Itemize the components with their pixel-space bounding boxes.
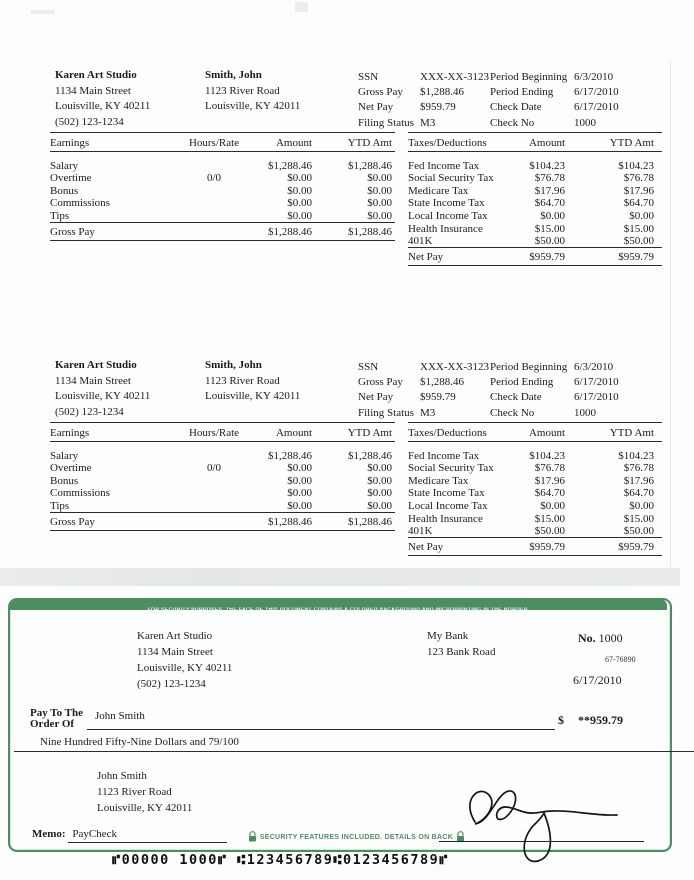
amount-dollar-sign: $ — [558, 713, 564, 727]
earnings-cell: $0.00 — [367, 487, 392, 500]
earnings-cell: Overtime — [50, 462, 92, 475]
payee-block-street: 1123 River Road — [97, 786, 172, 798]
spacer-row — [50, 442, 395, 450]
spacer-row — [50, 152, 395, 160]
net-pay-label: Net Pay — [408, 538, 523, 556]
earnings-cell: $0.00 — [367, 197, 392, 210]
deduction-cell: $50.00 — [623, 525, 654, 538]
payer-street: 1134 Main Street — [137, 646, 213, 658]
period-row — [490, 85, 619, 100]
deduction-cell: $15.00 — [534, 512, 565, 525]
net-pay-ytd: $959.79 — [568, 248, 662, 266]
deduction-cell: Local Income Tax — [408, 499, 488, 512]
pay-summary-block — [358, 360, 489, 421]
deductions-row — [408, 525, 662, 538]
summary-value: $959.79 — [420, 101, 456, 114]
summary-value: XXX-XX-3123 — [420, 361, 490, 373]
deductions-row — [408, 487, 662, 500]
deduction-cell: Local Income Tax — [408, 209, 488, 222]
summary-row — [358, 70, 489, 85]
earnings-header: Hours/Rate — [180, 423, 248, 442]
period-label: Check Date — [490, 391, 542, 404]
gross-pay-label: Gross Pay — [50, 512, 180, 530]
earnings-cell — [180, 474, 248, 487]
earnings-header-row — [50, 133, 395, 152]
summary-label: Filing Status — [358, 116, 414, 129]
gross-pay-amount: $1,288.46 — [248, 222, 315, 240]
deductions-row — [408, 197, 662, 210]
security-note-row — [248, 828, 465, 846]
deductions-header: Amount — [523, 423, 568, 442]
earnings-cell — [180, 159, 248, 172]
earnings-cell: 0/0 — [206, 462, 222, 475]
payee-block-city: Louisville, KY 42011 — [97, 802, 193, 814]
earnings-row — [50, 197, 395, 210]
deduction-cell: $0.00 — [629, 209, 654, 222]
deductions-table — [408, 132, 662, 266]
earnings-row — [50, 209, 395, 222]
bank-name: My Bank — [427, 630, 469, 642]
period-label: Check Date — [490, 101, 542, 114]
earnings-cell: Salary — [50, 449, 79, 462]
period-value: 6/17/2010 — [574, 391, 619, 404]
deduction-cell: $64.70 — [534, 197, 565, 210]
summary-value: $1,288.46 — [420, 376, 464, 389]
summary-label: Gross Pay — [358, 376, 403, 389]
payee-block-name: John Smith — [97, 770, 147, 782]
period-row — [490, 70, 619, 85]
period-value: 1000 — [574, 406, 596, 419]
earnings-cell: Overtime — [50, 172, 92, 185]
earnings-cell: Tips — [50, 209, 70, 222]
payee-name: John Smith — [95, 710, 145, 722]
deduction-cell: Health Insurance — [408, 512, 483, 525]
earnings-cell: $1,288.46 — [348, 449, 392, 462]
earnings-cell: Bonus — [50, 474, 79, 487]
summary-row — [358, 85, 489, 100]
earnings-header: Earnings — [50, 133, 180, 152]
earnings-cell — [180, 449, 248, 462]
period-value: 6/3/2010 — [574, 71, 614, 83]
deduction-cell: State Income Tax — [408, 487, 485, 500]
earnings-cell — [180, 209, 248, 222]
deduction-cell: Fed Income Tax — [408, 449, 480, 462]
bank-address: 123 Bank Road — [427, 646, 496, 658]
summary-value: $959.79 — [420, 391, 456, 404]
memo-value: PayCheck — [68, 826, 227, 843]
deduction-cell: Medicare Tax — [408, 184, 469, 197]
net-pay-ytd: $959.79 — [568, 538, 662, 556]
deduction-cell: $64.70 — [623, 197, 654, 210]
earnings-cell: $0.00 — [367, 172, 392, 185]
earnings-cell: $0.00 — [287, 462, 312, 475]
deductions-row — [408, 449, 662, 462]
earnings-cell: $1,288.46 — [268, 159, 312, 172]
employee-name: Smith, John — [205, 359, 262, 371]
summary-label: SSN — [358, 361, 379, 373]
deductions-header: Taxes/Deductions — [408, 423, 523, 442]
deductions-row — [408, 512, 662, 525]
summary-label: Net Pay — [358, 101, 394, 114]
period-label: Period Beginning — [490, 361, 568, 373]
bank-fraction-code: 67-76890 — [605, 655, 636, 664]
period-value: 6/17/2010 — [574, 86, 619, 99]
check-payer-block — [137, 628, 232, 692]
deductions-row — [408, 184, 662, 197]
deduction-cell: $76.78 — [623, 172, 654, 185]
pay-period-block — [490, 70, 619, 131]
memo-row — [32, 826, 227, 843]
summary-value: XXX-XX-3123 — [420, 71, 490, 83]
deduction-cell: $104.23 — [618, 159, 654, 172]
payer-phone: (502) 123-1234 — [137, 678, 206, 690]
deduction-cell: $104.23 — [529, 449, 565, 462]
amount-in-words-line — [14, 736, 694, 752]
period-value: 6/3/2010 — [574, 361, 614, 373]
net-pay-amount: $959.79 — [523, 538, 568, 556]
earnings-cell: Commissions — [50, 487, 110, 500]
earnings-cell: $1,288.46 — [268, 449, 312, 462]
earnings-header: Earnings — [50, 423, 180, 442]
earnings-cell: $0.00 — [287, 197, 312, 210]
earnings-row — [50, 184, 395, 197]
deductions-header: YTD Amt — [568, 133, 662, 152]
gross-pay-label: Gross Pay — [50, 222, 180, 240]
summary-row — [358, 406, 489, 421]
earnings-cell: Tips — [50, 499, 70, 512]
deduction-cell: $64.70 — [623, 487, 654, 500]
payee-name-line — [87, 710, 555, 730]
earnings-row — [50, 449, 395, 462]
employee-street: 1123 River Road — [205, 374, 280, 387]
earnings-cell: $0.00 — [367, 209, 392, 222]
deductions-row — [408, 159, 662, 172]
deductions-row — [408, 222, 662, 235]
employee-city: Louisville, KY 42011 — [205, 390, 301, 403]
payer-city: Louisville, KY 40211 — [137, 662, 233, 674]
deduction-cell: $76.78 — [534, 172, 565, 185]
spacer-row — [408, 152, 662, 160]
deduction-cell: $50.00 — [534, 235, 565, 248]
deduction-cell: $76.78 — [623, 462, 654, 475]
earnings-table — [50, 422, 395, 531]
deduction-cell: $15.00 — [534, 222, 565, 235]
deductions-table — [408, 422, 662, 556]
deductions-header: Taxes/Deductions — [408, 133, 523, 152]
deduction-cell: State Income Tax — [408, 197, 485, 210]
earnings-header-row — [50, 423, 395, 442]
pay-stub-copy-2 — [0, 350, 680, 570]
padlock-icon — [248, 831, 257, 842]
employer-street: 1134 Main Street — [55, 84, 131, 97]
period-value: 1000 — [574, 116, 596, 129]
summary-row — [358, 116, 489, 131]
net-pay-row — [408, 538, 662, 556]
earnings-cell: Commissions — [50, 197, 110, 210]
summary-row — [358, 360, 489, 375]
deductions-header-row — [408, 423, 662, 442]
earnings-cell: Salary — [50, 159, 79, 172]
earnings-cell — [180, 197, 248, 210]
micr-line: ⑈00000 1000⑈ ⑆123456789⑆0123456789⑈ — [112, 852, 449, 868]
check-number-label: No. — [578, 631, 596, 645]
earnings-row — [50, 487, 395, 500]
earnings-row — [50, 172, 395, 185]
deductions-row — [408, 499, 662, 512]
period-label: Period Ending — [490, 376, 554, 389]
earnings-cell: $1,288.46 — [348, 159, 392, 172]
deduction-cell: $0.00 — [540, 209, 565, 222]
net-pay-amount: $959.79 — [523, 248, 568, 266]
employer-address-block — [55, 68, 150, 130]
payee-address-block — [97, 768, 192, 816]
period-row — [490, 375, 619, 390]
pay-stub-copy-1 — [0, 60, 680, 280]
earnings-cell: $0.00 — [367, 462, 392, 475]
page-separator-shadow — [0, 568, 680, 586]
deduction-cell: $17.96 — [623, 184, 654, 197]
period-row — [490, 406, 619, 421]
pay-summary-block — [358, 70, 489, 131]
deduction-cell: $76.78 — [534, 462, 565, 475]
deductions-header: Amount — [523, 133, 568, 152]
summary-value: M3 — [420, 406, 436, 419]
earnings-header: Hours/Rate — [180, 133, 248, 152]
pay-period-block — [490, 360, 619, 421]
deduction-cell: Medicare Tax — [408, 474, 469, 487]
bank-block — [427, 628, 495, 660]
summary-row — [358, 100, 489, 115]
summary-label: Gross Pay — [358, 86, 403, 99]
summary-label: Net Pay — [358, 391, 394, 404]
memo-label: Memo: — [32, 828, 66, 840]
check-date: 6/17/2010 — [573, 673, 622, 687]
period-value: 6/17/2010 — [574, 101, 619, 114]
payer-name: Karen Art Studio — [137, 630, 213, 642]
earnings-cell: $0.00 — [367, 499, 392, 512]
deductions-row — [408, 172, 662, 185]
scan-artifact — [31, 10, 55, 14]
summary-label: SSN — [358, 71, 379, 83]
gross-pay-amount: $1,288.46 — [248, 512, 315, 530]
deduction-cell: $15.00 — [623, 222, 654, 235]
pay-to-label: Pay To The Order Of — [30, 707, 83, 730]
deduction-cell: $0.00 — [540, 499, 565, 512]
deductions-row — [408, 474, 662, 487]
check-number — [578, 630, 623, 646]
earnings-cell — [180, 184, 248, 197]
earnings-header: Amount — [248, 133, 315, 152]
earnings-cell: $0.00 — [287, 184, 312, 197]
earnings-cell: $0.00 — [367, 184, 392, 197]
deduction-cell: $0.00 — [629, 499, 654, 512]
earnings-header: YTD Amt — [315, 423, 395, 442]
earnings-row — [50, 499, 395, 512]
earnings-table — [50, 132, 395, 241]
employer-street: 1134 Main Street — [55, 374, 131, 387]
deduction-cell: Health Insurance — [408, 222, 483, 235]
gross-pay-ytd: $1,288.46 — [315, 222, 395, 240]
period-label: Period Beginning — [490, 71, 568, 83]
check-number-value: 1000 — [598, 631, 623, 645]
net-pay-row — [408, 248, 662, 266]
employee-address-block — [205, 358, 300, 405]
employer-phone: (502) 123-1234 — [55, 115, 124, 128]
earnings-cell — [180, 487, 248, 500]
earnings-row — [50, 462, 395, 475]
employee-street: 1123 River Road — [205, 84, 280, 97]
period-value: 6/17/2010 — [574, 376, 619, 389]
employer-city: Louisville, KY 40211 — [55, 100, 151, 113]
deduction-cell: $50.00 — [623, 235, 654, 248]
deduction-cell: Social Security Tax — [408, 462, 494, 475]
deduction-cell: $17.96 — [623, 474, 654, 487]
deduction-cell: $64.70 — [534, 487, 565, 500]
earnings-cell: $0.00 — [287, 172, 312, 185]
period-row — [490, 390, 619, 405]
employer-address-block — [55, 358, 150, 420]
earnings-cell: $0.00 — [367, 474, 392, 487]
period-row — [490, 100, 619, 115]
period-row — [490, 116, 619, 131]
period-label: Period Ending — [490, 86, 554, 99]
employer-phone: (502) 123-1234 — [55, 405, 124, 418]
gross-pay-row — [50, 222, 395, 240]
security-banner — [9, 599, 667, 613]
earnings-cell: $0.00 — [287, 499, 312, 512]
employee-city: Louisville, KY 42011 — [205, 100, 301, 113]
period-label: Check No — [490, 116, 535, 129]
amount-numeric: **959.79 — [578, 713, 623, 727]
earnings-cell: Bonus — [50, 184, 79, 197]
earnings-header: Amount — [248, 423, 315, 442]
earnings-header: YTD Amt — [315, 133, 395, 152]
amount-in-words: Nine Hundred Fifty-Nine Dollars and 79/100 — [40, 736, 239, 748]
earnings-row — [50, 159, 395, 172]
deduction-cell: $104.23 — [529, 159, 565, 172]
summary-value: $1,288.46 — [420, 86, 464, 99]
deductions-row — [408, 209, 662, 222]
summary-label: Filing Status — [358, 406, 414, 419]
employer-name: Karen Art Studio — [55, 359, 137, 371]
summary-value: M3 — [420, 116, 436, 129]
deduction-cell: 401K — [408, 525, 433, 538]
employer-city: Louisville, KY 40211 — [55, 390, 151, 403]
summary-row — [358, 390, 489, 405]
deduction-cell: $15.00 — [623, 512, 654, 525]
earnings-cell: 0/0 — [206, 172, 222, 185]
deduction-cell: $104.23 — [618, 449, 654, 462]
summary-row — [358, 375, 489, 390]
employer-name: Karen Art Studio — [55, 69, 137, 81]
deduction-cell: $17.96 — [534, 474, 565, 487]
security-note-text: SECURITY FEATURES INCLUDED. DETAILS ON BACK — [259, 834, 454, 841]
deductions-row — [408, 235, 662, 248]
earnings-cell — [180, 499, 248, 512]
spacer-row — [408, 442, 662, 450]
period-label: Check No — [490, 406, 535, 419]
earnings-cell: $0.00 — [287, 209, 312, 222]
earnings-row — [50, 474, 395, 487]
security-banner-text: FOR SECURITY PURPOSES, THE FACE OF THIS DOCUMENT CONTAINS A COLORED BACKGROUND AND MICROPRINTING IN THE BORDER — [147, 607, 529, 613]
employee-name: Smith, John — [205, 69, 262, 81]
deduction-cell: Fed Income Tax — [408, 159, 480, 172]
period-row — [490, 360, 619, 375]
deductions-header-row — [408, 133, 662, 152]
earnings-cell: $0.00 — [287, 487, 312, 500]
signature-scrawl — [445, 778, 655, 870]
scan-artifact — [295, 2, 308, 12]
net-pay-label: Net Pay — [408, 248, 523, 266]
earnings-cell: $0.00 — [287, 474, 312, 487]
deductions-row — [408, 462, 662, 475]
deductions-header: YTD Amt — [568, 423, 662, 442]
deduction-cell: $50.00 — [534, 525, 565, 538]
deduction-cell: 401K — [408, 235, 433, 248]
gross-pay-ytd: $1,288.46 — [315, 512, 395, 530]
deduction-cell: Social Security Tax — [408, 172, 494, 185]
deduction-cell: $17.96 — [534, 184, 565, 197]
employee-address-block — [205, 68, 300, 115]
gross-pay-row — [50, 512, 395, 530]
